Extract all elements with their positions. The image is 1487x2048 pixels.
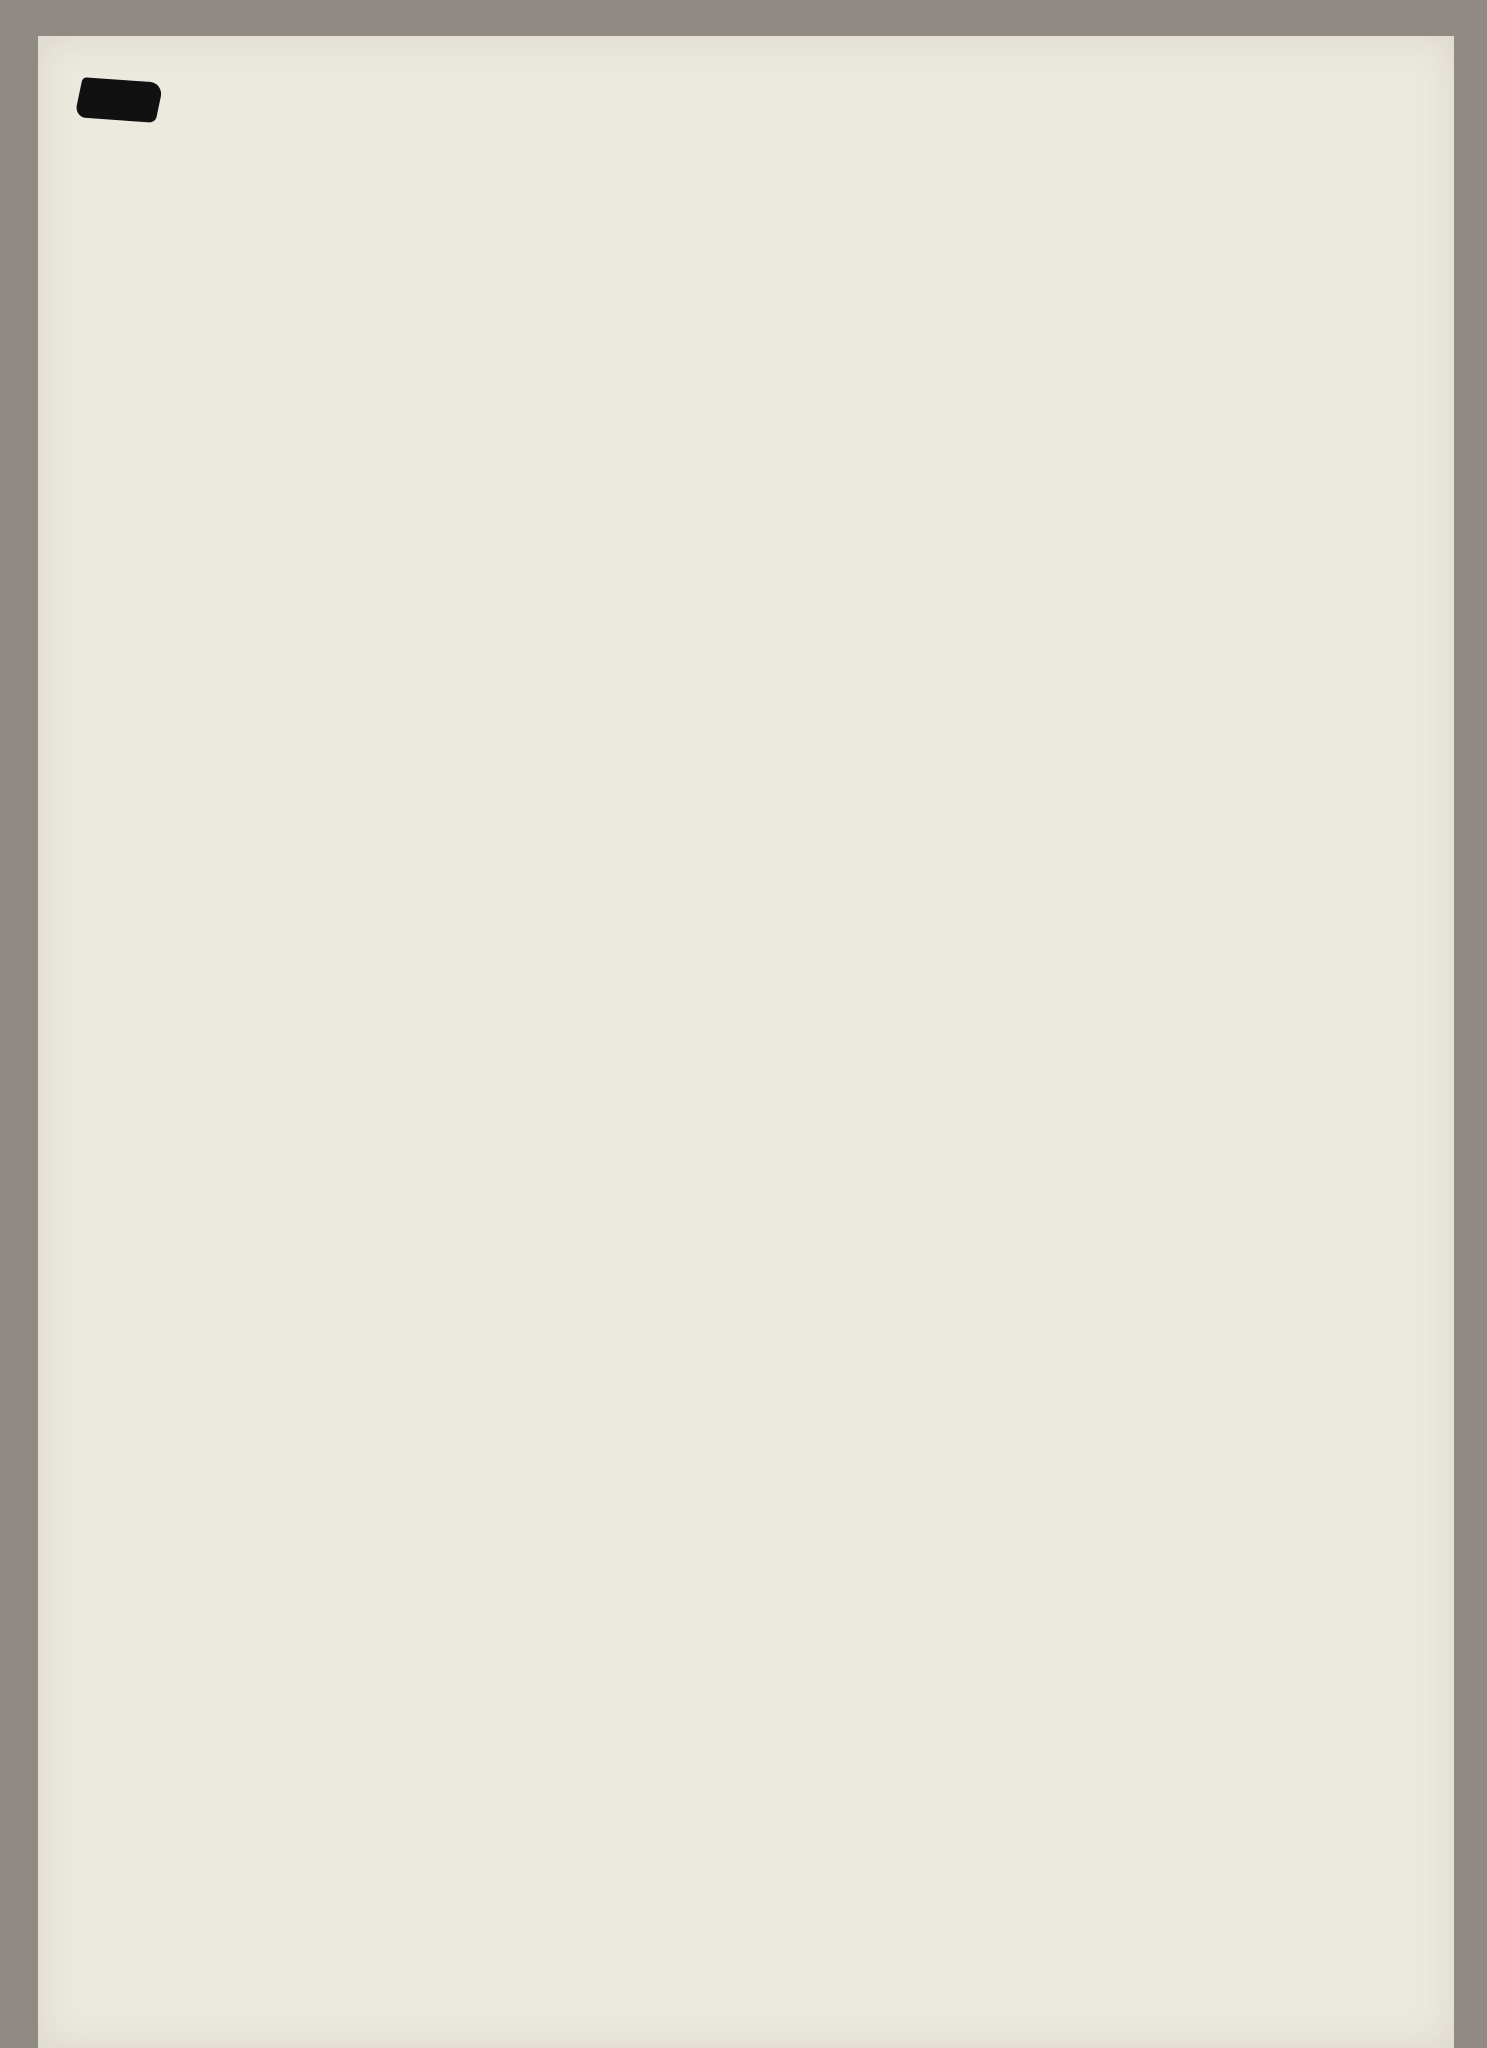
redaction-mark [74, 77, 163, 123]
document-page [38, 36, 1454, 2048]
